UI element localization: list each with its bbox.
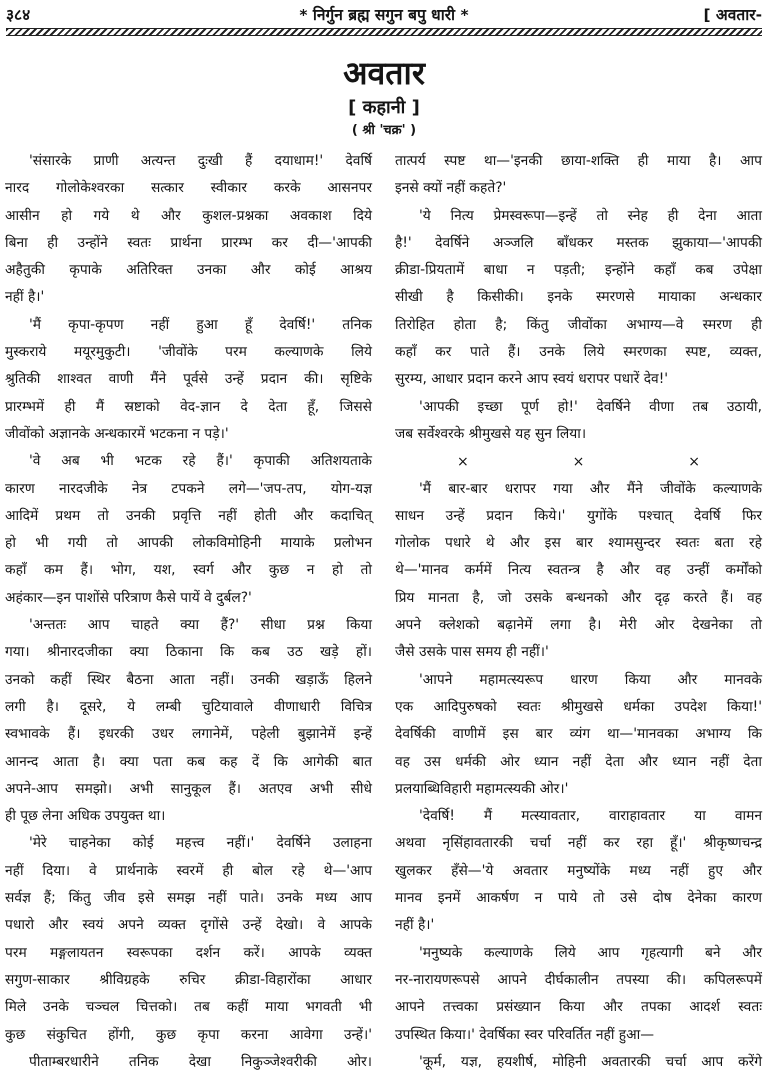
text-line: परम मङ्गलायतन स्वरूपका दर्शन करें। आपके व्यक्त	[5, 944, 372, 961]
text-line: अपने-आप समझो। अभी सानुकूल हैं। अतएव अभी सीधे	[5, 780, 372, 797]
text-line: 'देवर्षि! मैं मत्स्यावतार, वाराहावतार या वामन	[419, 808, 762, 825]
text-line: अहंकार—इन पाशोंसे परित्राण कैसे पायें वे दुर्बल?'	[5, 589, 252, 606]
text-line: प्रलयाब्धिविहारी महामत्स्यकी ओर।'	[395, 780, 569, 797]
text-line: नहीं है।'	[5, 289, 45, 306]
text-line: जीवोंको अज्ञानके अन्धकारमें भटकना न पड़े।'	[5, 425, 229, 442]
text-line: अथवा नृसिंहावतारकी चर्चा नहीं कर रहा हूँ।' श्रीकृष्णचन्द्र	[395, 835, 762, 852]
running-title: * निर्गुन ब्रह्म सगुन बपु धारी *	[299, 6, 469, 24]
text-line: आपने तत्त्वका प्रसंख्यान किया और तपका आदर्श स्वतः	[395, 999, 762, 1016]
text-line: हो भी गयी तो आपकी लोकविमोहिनी मायाके प्रलोभन	[5, 535, 372, 552]
text-line: पधारो और स्वयं अपने व्यक्त दृगोंसे उन्हें देखो। वे आपके	[5, 917, 372, 934]
text-line: इनसे क्यों नहीं कहते?'	[395, 180, 507, 197]
text-line: 'आपने महामत्स्यरूप धारण किया और मानवके	[419, 671, 762, 688]
text-line: सुरम्य, आधार प्रदान करने आप स्वयं धरापर पधारें देव!'	[395, 371, 669, 388]
page-number: ३८४	[6, 6, 31, 24]
separator-mark: ×	[456, 453, 469, 470]
text-line: पीताम्बरधारीने तनिक देखा निकुञ्जेश्वरीकी ओर।	[29, 1053, 372, 1070]
text-line: खुलकर हँसे—'ये अवतार मनुष्योंके मध्य नहीं हुए और	[395, 862, 762, 879]
section-label: [ अवतार-	[703, 6, 762, 24]
text-line: 'आपकी इच्छा पूर्ण हो!' देवर्षिने वीणा तब उठायी,	[419, 398, 762, 415]
text-line: अपने क्लेशको बढ़ानेमें लगा है। मेरी ओर देखनेका तो	[395, 617, 762, 634]
text-line: देवर्षिकी वाणीमें इस बार व्यंग था—'मानवका अभाग्य कि	[395, 726, 762, 743]
text-line: कहाँ कम हैं। भोग, यश, स्वर्ग और कुछ न हो तो	[5, 562, 372, 579]
text-line: प्रिय मानता है, जो उसके बन्धनको और दृढ़ करते हैं। वह	[395, 589, 762, 606]
text-line: 'संसारके प्राणी अत्यन्त दुःखी हैं दयाधाम!' देवर्षि	[29, 153, 372, 169]
text-line: सीखी है किसीकी। इनके स्मरणसे मायाका अन्धकार	[395, 289, 762, 306]
text-line: उपस्थित किया।' देवर्षिका स्वर परिवर्तित नहीं हुआ—	[395, 1026, 655, 1043]
text-line: 'अन्ततः आप चाहते क्या हैं?' सीधा प्रश्न किया	[29, 617, 372, 634]
text-line: 'ये नित्य प्रेमस्वरूपा—इन्हें तो स्नेह ही देना आता	[419, 207, 762, 224]
left-column	[5, 148, 372, 1070]
text-line: श्रुतिकी शाश्वत वाणी मैंने पूर्वसे उन्हें प्रदान की। सृष्टिके	[5, 371, 372, 388]
text-line: 'मेरे चाहनेका कोई महत्त्व नहीं।' देवर्षिने उलाहना	[29, 835, 372, 852]
text-line: जब सर्वेश्वरके श्रीमुखसे यह सुन लिया।	[395, 425, 587, 442]
text-line: सर्वज्ञ हैं; किंतु जीव इसे समझ नहीं पाते। उनके मध्य आप	[5, 890, 372, 907]
text-line: मुस्कराये मयूरमुकुटी। 'जीवोंके परम कल्याणके लिये	[5, 344, 372, 361]
separator-mark: ×	[688, 453, 700, 470]
text-line: थे—'मानव कर्ममें नित्य स्वतन्त्र है और वह उन्हीं कर्मोंको	[395, 562, 762, 579]
article-byline: ( श्री 'चक्र' )	[351, 123, 417, 138]
text-line: 'वे अब भी भटक रहे हैं।' कृपाकी अतिशयताके	[29, 453, 372, 470]
text-line: नारद गोलोकेश्वरका सत्कार स्वीकार करके आसनपर	[5, 180, 372, 197]
text-line: 'मनुष्यके कल्याणके लिये आप गृहत्यागी बने और	[419, 944, 762, 961]
text-line: स्वभावके हैं। इधरकी उधर लगानेमें, पहेली बुझानेमें इन्हें	[5, 726, 372, 743]
text-line: है!' देवर्षिने अञ्जलि बाँधकर मस्तक झुकाया—'आपकी	[395, 234, 762, 251]
text-line: नहीं दिया। वे प्रार्थनाके स्वरमें ही बोल रहे थे—'आप	[5, 862, 372, 879]
text-line: मिले उनके चञ्चल चित्तको। तब कहीं माया भगवती भी	[5, 999, 372, 1016]
text-line: 'मैं कृपा-कृपण नहीं हुआ हूँ देवर्षि!' तनिक	[29, 316, 372, 333]
article-subtitle: [ कहानी ]	[348, 97, 420, 118]
text-line: जैसे उसके पास समय ही नहीं।'	[395, 644, 549, 661]
text-line: गया। श्रीनारदजीका क्या ठिकाना कि कब उठ खड़े हों।	[5, 644, 372, 661]
text-line: 'कूर्म, यज्ञ, हयशीर्ष, मोहिनी अवतारकी चर्चा आप करेंगे	[419, 1053, 762, 1070]
separator-mark: ×	[572, 453, 585, 470]
text-line: नर-नारायणरूपसे आपने दीर्घकालीन तपस्या की। कपिलरूपमें	[395, 971, 762, 988]
text-line: उनको कहीं स्थिर बैठना आता नहीं। उनकी खड़ाऊँ हिलने	[5, 671, 372, 688]
text-line: गोलोक पधारे थे और इस बार श्यामसुन्दर स्वतः बता रहे	[395, 535, 762, 552]
text-line: अहैतुकी कृपाके अतिरिक्त उनका और कोई आश्रय	[5, 262, 372, 279]
text-line: कुछ संकुचित होंगी, कुछ कृपा करना आवेगा उन्हें।'	[5, 1026, 372, 1043]
text-line: तात्पर्य स्पष्ट था—'इनकी छाया-शक्ति ही माया है। आप	[395, 153, 762, 169]
text-line: कारण नारदजीके नेत्र टपकने लगे—'जप-तप, योग-यज्ञ	[5, 480, 372, 497]
text-line: बिना ही उन्होंने स्वतः प्रार्थना प्रारम्भ कर दी—'आपकी	[5, 234, 372, 251]
text-line: आनन्द आता है। क्या पता कब कह दें कि आगेकी बात	[5, 753, 372, 770]
text-line: नहीं है।'	[395, 917, 435, 934]
text-line: कहाँ कर पाते हैं। उनके लिये स्मरणका स्पष्ट, व्यक्त,	[395, 344, 762, 361]
text-line: प्रारम्भमें ही मैं स्रष्टाको वेद-ज्ञान दे देता हूँ, जिससे	[5, 398, 372, 415]
text-line: आदिमें प्रथम तो उनकी प्रवृत्ति नहीं होती और कदाचित्	[5, 507, 372, 524]
text-line: मानव इनमें आकर्षण न पाये तो उसे दोष देनेका कारण	[395, 890, 762, 907]
right-column	[395, 148, 762, 1070]
text-line: आसीन हो गये थे और कुशल-प्रश्नका अवकाश दिये	[5, 207, 372, 224]
running-header	[6, 4, 762, 26]
decorative-border	[6, 28, 762, 36]
text-line: क्रीडा-प्रियतामें बाधा न पड़ती; इन्होंने कहाँ कब उपेक्षा	[395, 262, 762, 279]
text-line: ही पूछ लेना अधिक उपयुक्त था।	[5, 808, 166, 825]
article-title: अवतार	[343, 54, 425, 92]
text-line: सगुण-साकार श्रीविग्रहके रुचिर क्रीडा-विहारोंका आधार	[5, 971, 372, 988]
text-line: एक आदिपुरुषको स्वतः श्रीमुखसे धर्मका उपदेश किया!'	[395, 698, 762, 715]
text-line: वह उस धर्मकी ओर ध्यान नहीं देता और ध्यान नहीं देता	[395, 753, 762, 770]
section-separator	[395, 448, 762, 475]
text-line: साधन उन्हें प्रदान किये।' युगोंके पश्चात् देवर्षि फिर	[395, 507, 762, 524]
text-line: तिरोहित होता है; किंतु जीवोंका अभाग्य—वे स्मरण ही	[395, 316, 762, 333]
text-line: 'मैं बार-बार धरापर गया और मैंने जीवोंके कल्याणके	[419, 480, 762, 497]
text-line: लगी है। दूसरे, ये लम्बी चुटियावाले वीणाधारी विचित्र	[5, 698, 372, 715]
